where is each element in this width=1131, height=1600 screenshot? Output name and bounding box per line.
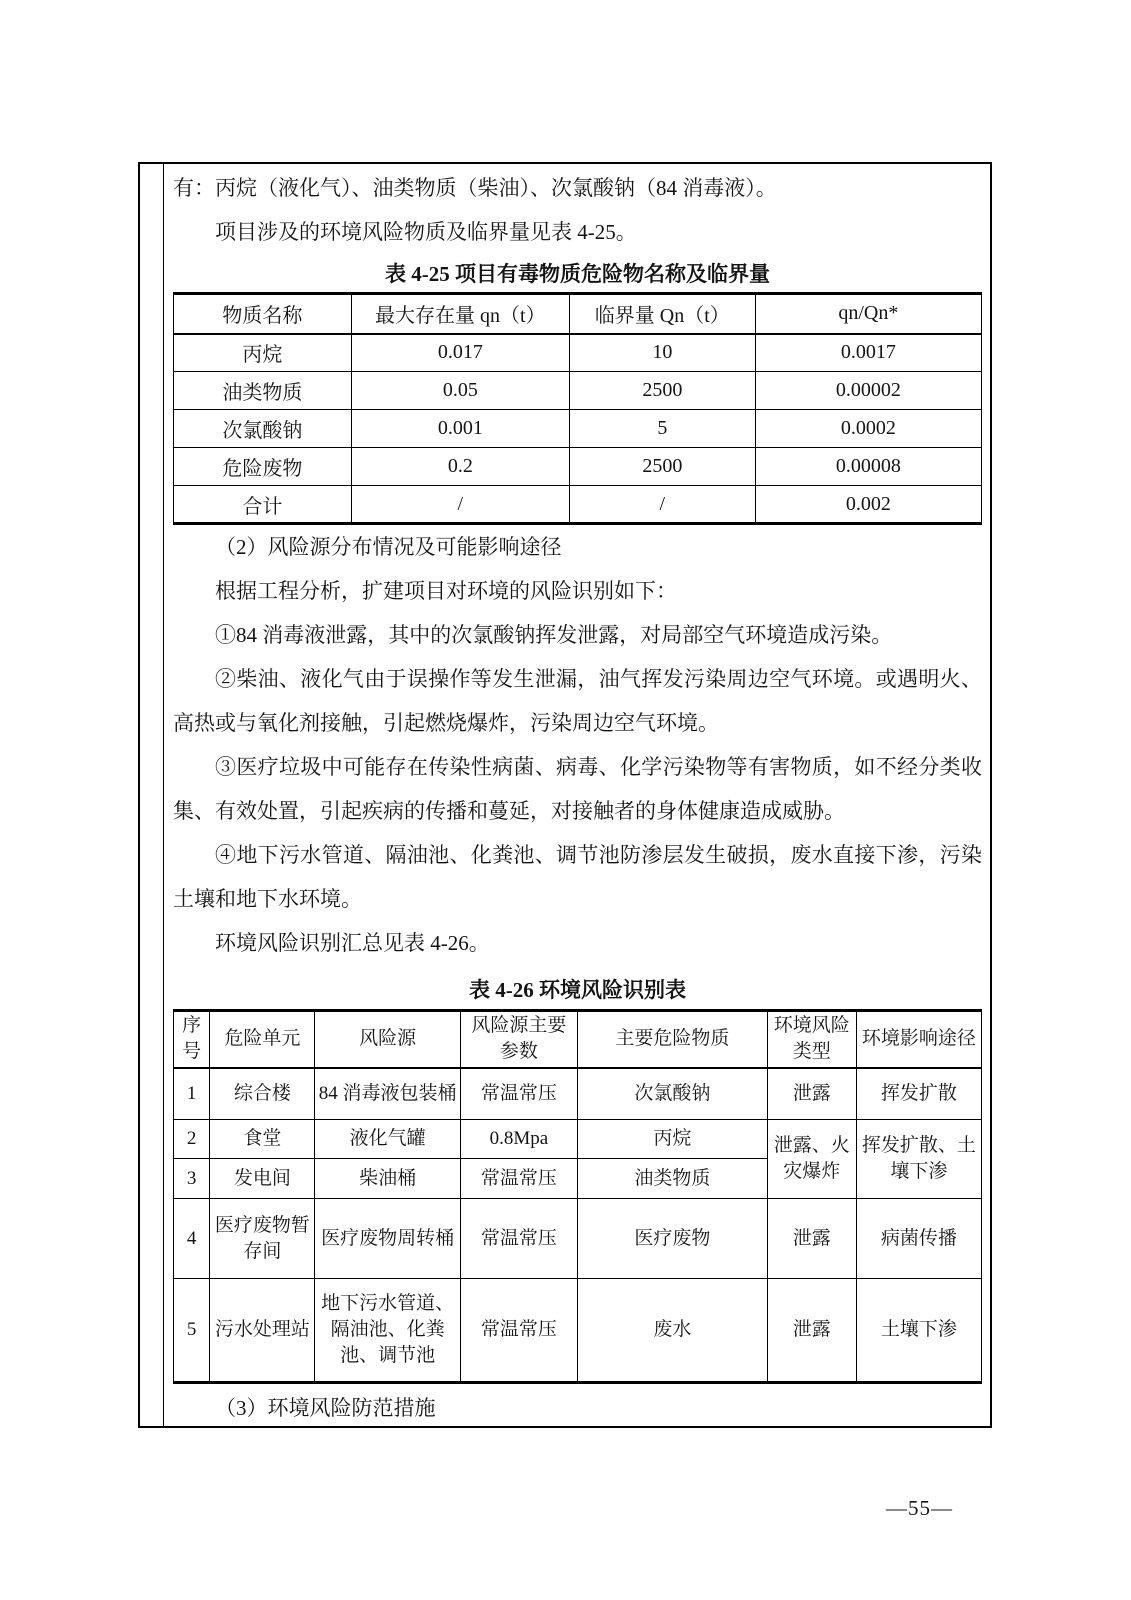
column-header: 环境风险类型 <box>767 1011 856 1068</box>
table-cell: 5 <box>174 1279 210 1383</box>
table-cell: 2500 <box>569 372 755 410</box>
table-row <box>174 486 982 524</box>
table-cell-merged: 泄露、火灾爆炸 <box>767 1120 856 1199</box>
table-cell: 柴油桶 <box>315 1159 460 1199</box>
table-cell: 合计 <box>174 486 352 524</box>
table-cell: 污水处理站 <box>210 1279 315 1383</box>
table-cell: 土壤下渗 <box>856 1279 981 1383</box>
table-cell: 0.002 <box>755 486 981 524</box>
column-header: 临界量 Qn（t） <box>569 294 755 334</box>
table-cell: 常温常压 <box>460 1199 577 1279</box>
body-paragraph: 环境风险识别汇总见表 4-26。 <box>215 931 490 955</box>
table-cell: 0.8Mpa <box>460 1120 577 1159</box>
column-header: 主要危险物质 <box>577 1011 767 1068</box>
table-row <box>174 410 982 448</box>
closing-paragraph: （3）环境风险防范措施 <box>215 1396 436 1420</box>
table-cell: 常温常压 <box>460 1068 577 1120</box>
table-header-row <box>174 1011 982 1068</box>
table-row <box>174 334 982 372</box>
table-cell: 发电间 <box>210 1159 315 1199</box>
body-paragraph: （2）风险源分布情况及可能影响途径 <box>215 535 562 559</box>
table-cell: / <box>351 486 569 524</box>
table-4-26 <box>173 1009 982 1384</box>
table-cell: 油类物质 <box>174 372 352 410</box>
table-cell: 0.2 <box>351 448 569 486</box>
content-frame <box>138 162 992 1428</box>
table-cell: 3 <box>174 1159 210 1199</box>
table-cell: 次氯酸钠 <box>577 1068 767 1120</box>
table-cell: 危险废物 <box>174 448 352 486</box>
table-row <box>174 1120 982 1159</box>
table-4-25-title: 表 4-25 项目有毒物质危险物名称及临界量 <box>385 262 770 286</box>
table-cell: 84 消毒液包装桶 <box>315 1068 460 1120</box>
table-cell: 综合楼 <box>210 1068 315 1120</box>
table-cell: 常温常压 <box>460 1279 577 1383</box>
column-header: qn/Qn* <box>755 294 981 334</box>
table-cell: 4 <box>174 1199 210 1279</box>
body-paragraph: ③医疗垃圾中可能存在传染性病菌、病毒、化学污染物等有害物质，如不经分类收集、有效处置，引起疾病的传播和蔓延，对接触者的身体健康造成威胁。 <box>173 755 982 823</box>
table-cell: 地下污水管道、隔油池、化粪池、调节池 <box>315 1279 460 1383</box>
table-cell: 2500 <box>569 448 755 486</box>
table-cell: 食堂 <box>210 1120 315 1159</box>
body-paragraph: 根据工程分析，扩建项目对环境的风险识别如下： <box>215 579 677 603</box>
body-paragraph: ②柴油、液化气由于误操作等发生泄漏，油气挥发污染周边空气环境。或遇明火、高热或与氧化剂接触，引起燃烧爆炸，污染周边空气环境。 <box>173 667 982 735</box>
table-cell: 5 <box>569 410 755 448</box>
left-gutter <box>140 164 164 1426</box>
table-cell: 医疗废物 <box>577 1199 767 1279</box>
table-row <box>174 1199 982 1279</box>
table-cell: 挥发扩散 <box>856 1068 981 1120</box>
table-cell: 0.05 <box>351 372 569 410</box>
table-row <box>174 1068 982 1120</box>
table-cell: 病菌传播 <box>856 1199 981 1279</box>
intro-line: 项目涉及的环境风险物质及临界量见表 4-25。 <box>215 220 637 244</box>
table-cell: 医疗废物周转桶 <box>315 1199 460 1279</box>
table-cell: 泄露 <box>767 1199 856 1279</box>
table-cell: 丙烷 <box>174 334 352 372</box>
table-cell: 油类物质 <box>577 1159 767 1199</box>
table-4-25 <box>173 292 982 525</box>
column-header: 风险源 <box>315 1011 460 1068</box>
column-header: 危险单元 <box>210 1011 315 1068</box>
table-cell: 常温常压 <box>460 1159 577 1199</box>
table-cell: 1 <box>174 1068 210 1120</box>
table-cell: 0.0002 <box>755 410 981 448</box>
body-paragraph: ④地下污水管道、隔油池、化粪池、调节池防渗层发生破损，废水直接下渗，污染土壤和地下水环境。 <box>173 843 982 911</box>
page-number: —55— <box>886 1496 953 1520</box>
table-cell: 次氯酸钠 <box>174 410 352 448</box>
column-header: 最大存在量 qn（t） <box>351 294 569 334</box>
table-cell: 丙烷 <box>577 1120 767 1159</box>
column-header: 序号 <box>174 1011 210 1068</box>
table-cell: 医疗废物暂存间 <box>210 1199 315 1279</box>
table-cell: 0.001 <box>351 410 569 448</box>
intro-line: 有：丙烷（液化气）、油类物质（柴油）、次氯酸钠（84 消毒液）。 <box>173 176 777 200</box>
table-cell: 0.0017 <box>755 334 981 372</box>
table-row <box>174 448 982 486</box>
table-cell: 0.017 <box>351 334 569 372</box>
table-cell: 2 <box>174 1120 210 1159</box>
table-row <box>174 1279 982 1383</box>
table-cell-merged: 挥发扩散、土壤下渗 <box>856 1120 981 1199</box>
table-cell: 泄露 <box>767 1068 856 1120</box>
table-cell: 0.00008 <box>755 448 981 486</box>
table-header-row <box>174 294 982 334</box>
table-row <box>174 372 982 410</box>
column-header: 环境影响途径 <box>856 1011 981 1068</box>
table-cell: 10 <box>569 334 755 372</box>
table-cell: 液化气罐 <box>315 1120 460 1159</box>
body-paragraph: ①84 消毒液泄露，其中的次氯酸钠挥发泄露，对局部空气环境造成污染。 <box>215 623 893 647</box>
column-header: 风险源主要参数 <box>460 1011 577 1068</box>
table-4-26-title: 表 4-26 环境风险识别表 <box>469 978 686 1002</box>
table-cell: / <box>569 486 755 524</box>
table-cell: 泄露 <box>767 1279 856 1383</box>
content-area <box>165 164 990 1426</box>
column-header: 物质名称 <box>174 294 352 334</box>
table-cell: 废水 <box>577 1279 767 1383</box>
table-cell: 0.00002 <box>755 372 981 410</box>
